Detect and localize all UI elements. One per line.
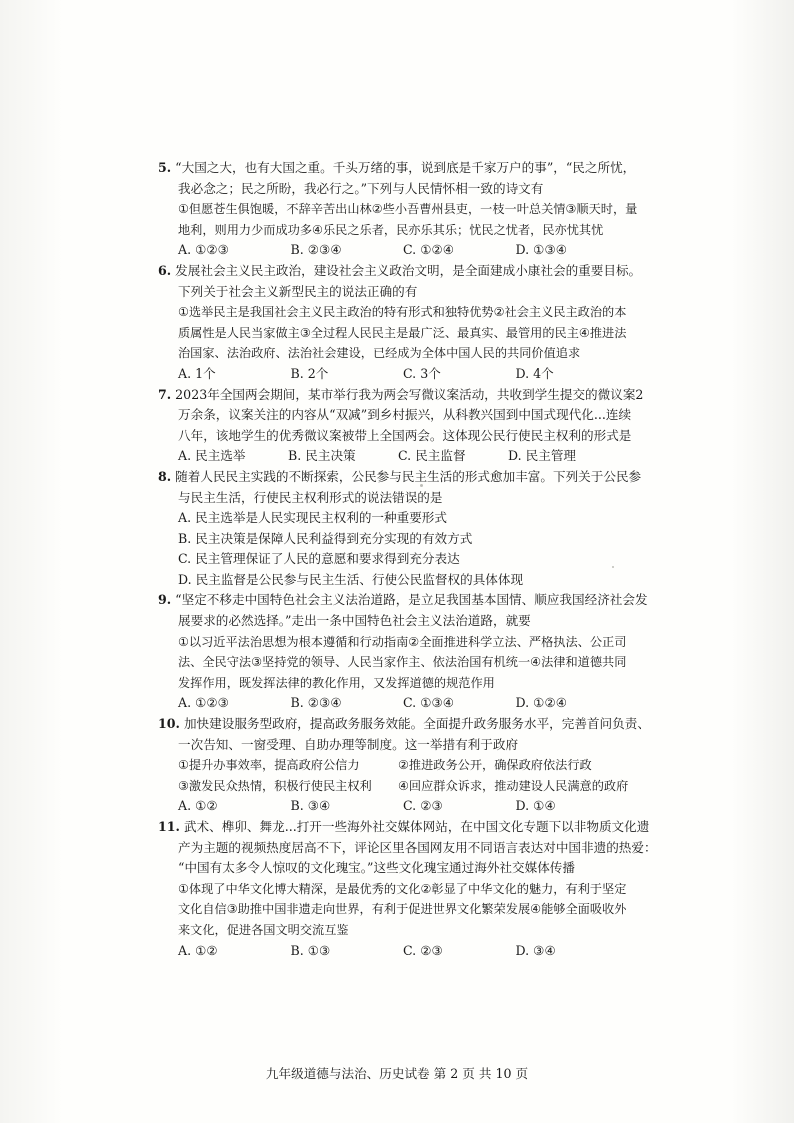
statement-3: ③激发民众热情，积极行使民主权利 <box>178 778 372 793</box>
question-number: 11. <box>158 819 180 834</box>
statement-line: ①选举民主是我国社会主义民主政治的特有形式和独特优势②社会主义民主政治的本 <box>178 305 627 320</box>
question-11 <box>158 817 657 961</box>
option-d: D. ③④ <box>515 942 556 958</box>
option-c: C. 3个 <box>403 365 441 381</box>
answer-options <box>158 240 628 261</box>
option-b: B. ①③ <box>290 942 331 958</box>
statement-line: 地利，则用力少而成功多④乐民之乐者，民亦乐其乐；忧民之忧者，民亦忧其忧 <box>178 222 604 237</box>
question-number: 6. <box>158 262 172 278</box>
statement-row <box>158 755 628 776</box>
question-stem-line: 武术、榫卯、舞龙...打开一些海外社交媒体网站，在中国文化专题下以非物质文化遗 <box>183 819 650 834</box>
option-a: A. 民主选举 <box>178 448 246 464</box>
question-stem-line: 一次告知、一窗受理、自助办理等制度。这一举措有利于政府 <box>178 736 519 752</box>
question-stem-line: “坚定不移走中国特色社会主义法治道路，是立足我国基本国情、顺应我国经济社会发 <box>175 592 648 608</box>
question-number: 5. <box>158 160 172 175</box>
questions-body <box>158 158 657 961</box>
question-stem-line: 产为主题的视频热度居高不下，评论区里各国网友用不同语言表达对中国非遗的热爱： <box>178 839 657 855</box>
question-number: 10. <box>158 716 180 732</box>
option-a: A. 1个 <box>178 365 216 381</box>
question-7 <box>158 385 644 467</box>
answer-options <box>158 446 628 467</box>
option-a: A. ①②③ <box>178 695 229 711</box>
question-stem-line: 万余条，议案关注的内容从“双减”到乡村振兴，从科教兴国到中国式现代化...连续 <box>178 407 632 423</box>
statement-1: ①提升办事效率，提高政府公信力 <box>178 758 360 773</box>
option-c: C. ①②④ <box>403 242 455 258</box>
question-9 <box>158 590 648 714</box>
option-a: A. ①② <box>178 798 218 814</box>
option-b: B. 民主决策 <box>288 448 356 464</box>
question-number: 8. <box>158 468 172 484</box>
question-number: 7. <box>158 386 172 402</box>
question-stem-line: 随着人民民主实践的不断探索，公民参与民主生活的形式愈加丰富。下列关于公民参 <box>175 468 642 484</box>
question-8 <box>158 467 642 591</box>
question-stem-line: 加快建设服务型政府，提高政务服务效能。全面提升政务服务水平，完善首问负责、 <box>183 716 650 732</box>
statement-line: 文化自信③助推中国非遗走向世界，有利于促进世界文化繁荣发展④能够全面吸收外 <box>178 902 627 917</box>
option-a: A. ①②③ <box>178 242 229 258</box>
question-stem-line: 展要求的必然选择。”走出一条中国特色社会主义法治道路，就要 <box>178 613 531 629</box>
option-b: B. 2个 <box>290 365 329 381</box>
option-d: D. ①③④ <box>515 242 568 258</box>
answer-options <box>158 796 628 817</box>
answer-options <box>158 941 628 962</box>
question-stem-line: “大国之大，也有大国之重。千头万绪的事，说到底是千家万户的事”，“民之所忧， <box>175 160 636 175</box>
statement-4: ④回应群众诉求，推动建设人民满意的政府 <box>398 778 629 793</box>
option-b: B. 民主决策是保障人民利益得到充分实现的有效方式 <box>178 530 473 546</box>
statement-row <box>158 776 628 797</box>
statement-line: 治国家、法治政府、法治社会建设，已经成为全体中国人民的共同价值追求 <box>178 346 581 361</box>
question-stem-line: “中国有太多令人惊叹的文化瑰宝。”这些文化瑰宝通过海外社交媒体传播 <box>178 860 575 876</box>
statement-line: 发挥作用，既发挥法律的教化作用，又发挥道德的规范作用 <box>178 675 495 690</box>
statement-line: ①但愿苍生俱饱暖，不辞辛苦出山林②些小吾曹州县吏，一枝一叶总关情③顺天时，量 <box>178 202 638 217</box>
question-stem-line: 我必念之；民之所盼，我必行之。”下列与人民情怀相一致的诗文有 <box>178 180 544 196</box>
page-footer: 九年级道德与法治、历史试卷 第 2 页 共 10 页 <box>265 1066 529 1081</box>
option-d: D. ①④ <box>515 798 556 814</box>
question-stem-line: 下列关于社会主义新型民主的说法正确的有 <box>178 283 418 299</box>
option-d: D. 民主管理 <box>508 448 577 464</box>
question-5 <box>158 158 638 261</box>
question-6 <box>158 261 642 385</box>
option-c: C. ②③ <box>403 942 443 958</box>
option-c: C. 民主监督 <box>398 448 466 464</box>
option-a: A. ①② <box>178 942 218 958</box>
statement-line: ①体现了中华文化博大精深，是最优秀的文化②彰显了中华文化的魅力，有利于坚定 <box>178 881 627 896</box>
option-c: C. ②③ <box>403 798 443 814</box>
question-stem-line: 与民主生活，行使民主权利形式的说法错误的是 <box>178 489 443 505</box>
question-10 <box>158 714 650 817</box>
question-stem-line: 发展社会主义民主政治，建设社会主义政治文明，是全面建成小康社会的重要目标。 <box>175 262 642 278</box>
option-c: C. 民主管理保证了人民的意愿和要求得到充分表达 <box>178 551 460 567</box>
statement-line: 质属性是人民当家做主③全过程人民民主是最广泛、最真实、最管用的民主④推进法 <box>178 325 627 340</box>
question-number: 9. <box>158 592 172 608</box>
option-b: B. ③④ <box>290 798 331 814</box>
statement-line: ①以习近平法治思想为根本遵循和行动指南②全面推进科学立法、严格执法、公正司 <box>178 634 627 649</box>
answer-options <box>158 693 628 714</box>
option-b: B. ②③④ <box>290 242 342 258</box>
option-a: A. 民主选举是人民实现民主权利的一种重要形式 <box>178 510 447 526</box>
option-d: D. 民主监督是公民参与民主生活、行使公民监督权的具体体现 <box>178 571 524 587</box>
option-c: C. ①③④ <box>403 695 455 711</box>
option-d: D. 4个 <box>515 365 554 381</box>
statement-line: 来文化，促进各国文明交流互鉴 <box>178 922 349 937</box>
question-stem-line: 2023年全国两会期间，某市举行我为两会写微议案活动，共收到学生提交的微议案2 <box>175 386 644 402</box>
option-b: B. ②③④ <box>290 695 342 711</box>
option-d: D. ①②④ <box>515 695 568 711</box>
statement-line: 法、全民守法③坚持党的领导、人民当家作主、依法治国有机统一④法律和道德共同 <box>178 655 627 670</box>
statement-2: ②推进政务公开，确保政府依法行政 <box>398 758 592 773</box>
answer-options <box>158 364 628 385</box>
question-stem-line: 八年，该地学生的优秀微议案被带上全国两会。这体现公民行使民主权利的形式是 <box>178 427 632 443</box>
